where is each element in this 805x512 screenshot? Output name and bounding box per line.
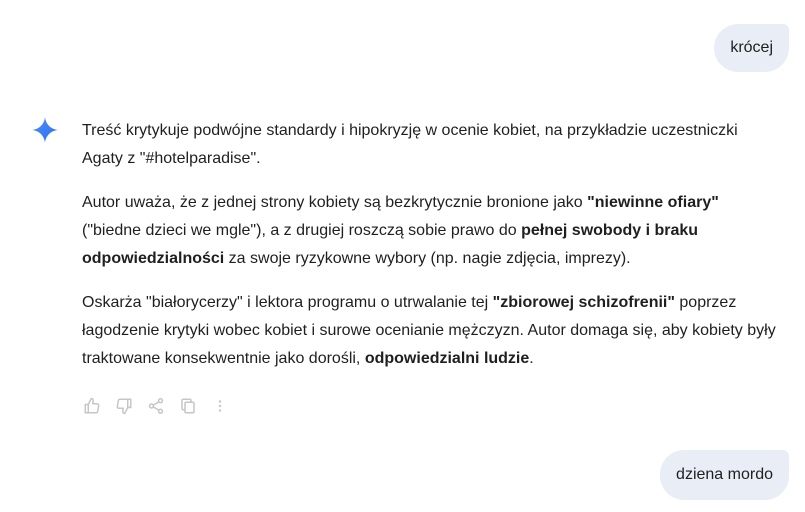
more-options-button[interactable]	[208, 394, 232, 418]
response-actions	[80, 394, 240, 418]
user-message-bubble	[660, 450, 789, 500]
copy-icon	[179, 397, 197, 415]
bold-phrase: odpowiedzialni ludzie	[364, 350, 530, 367]
thumb-down-icon	[115, 397, 133, 415]
response-paragraph	[82, 189, 782, 273]
bold-phrase: pełnej swobody i braku odpowiedzialności	[82, 222, 699, 267]
thumb-up-icon	[83, 397, 101, 415]
assistant-response	[82, 117, 782, 389]
response-paragraph	[82, 289, 782, 373]
user-message-text: krócej	[730, 39, 773, 56]
share-icon	[147, 397, 165, 415]
paragraph-text: Autor uważa, że z jednej strony kobiety są bezkrytycznie bronione jako	[82, 194, 588, 211]
sparkle-icon	[32, 117, 58, 143]
paragraph-text: ("biedne dzieci we mgle"), a z drugiej roszczą sobie prawo do	[82, 222, 522, 239]
thumb-down-button[interactable]	[112, 394, 136, 418]
response-paragraph	[82, 117, 782, 173]
thumb-up-button[interactable]	[80, 394, 104, 418]
paragraph-text: za swoje ryzykowne wybory (np. nagie zdjęcia, imprezy).	[224, 250, 631, 267]
copy-button[interactable]	[176, 394, 200, 418]
bold-phrase: "zbiorowej schizofrenii"	[492, 294, 675, 311]
user-message-bubble	[714, 24, 789, 72]
bold-phrase: "niewinne ofiary"	[587, 194, 719, 211]
paragraph-text: .	[529, 350, 534, 367]
share-button[interactable]	[144, 394, 168, 418]
more-vert-icon	[211, 397, 229, 415]
paragraph-text: Oskarża "białorycerzy" i lektora programu o utrwalanie tej	[82, 294, 493, 311]
paragraph-text: poprzez łagodzenie krytyki wobec kobiet i surowe ocenianie mężczyzn. Autor domaga się, aby kobiety były traktowane konsekwentnie jako dorośli,	[82, 294, 776, 367]
paragraph-text: Treść krytykuje podwójne standardy i hipokryzję w ocenie kobiet, na przykładzie uczestniczki Agaty z "#hotelparadise".	[82, 122, 738, 167]
user-message-text: dziena mordo	[676, 466, 773, 483]
